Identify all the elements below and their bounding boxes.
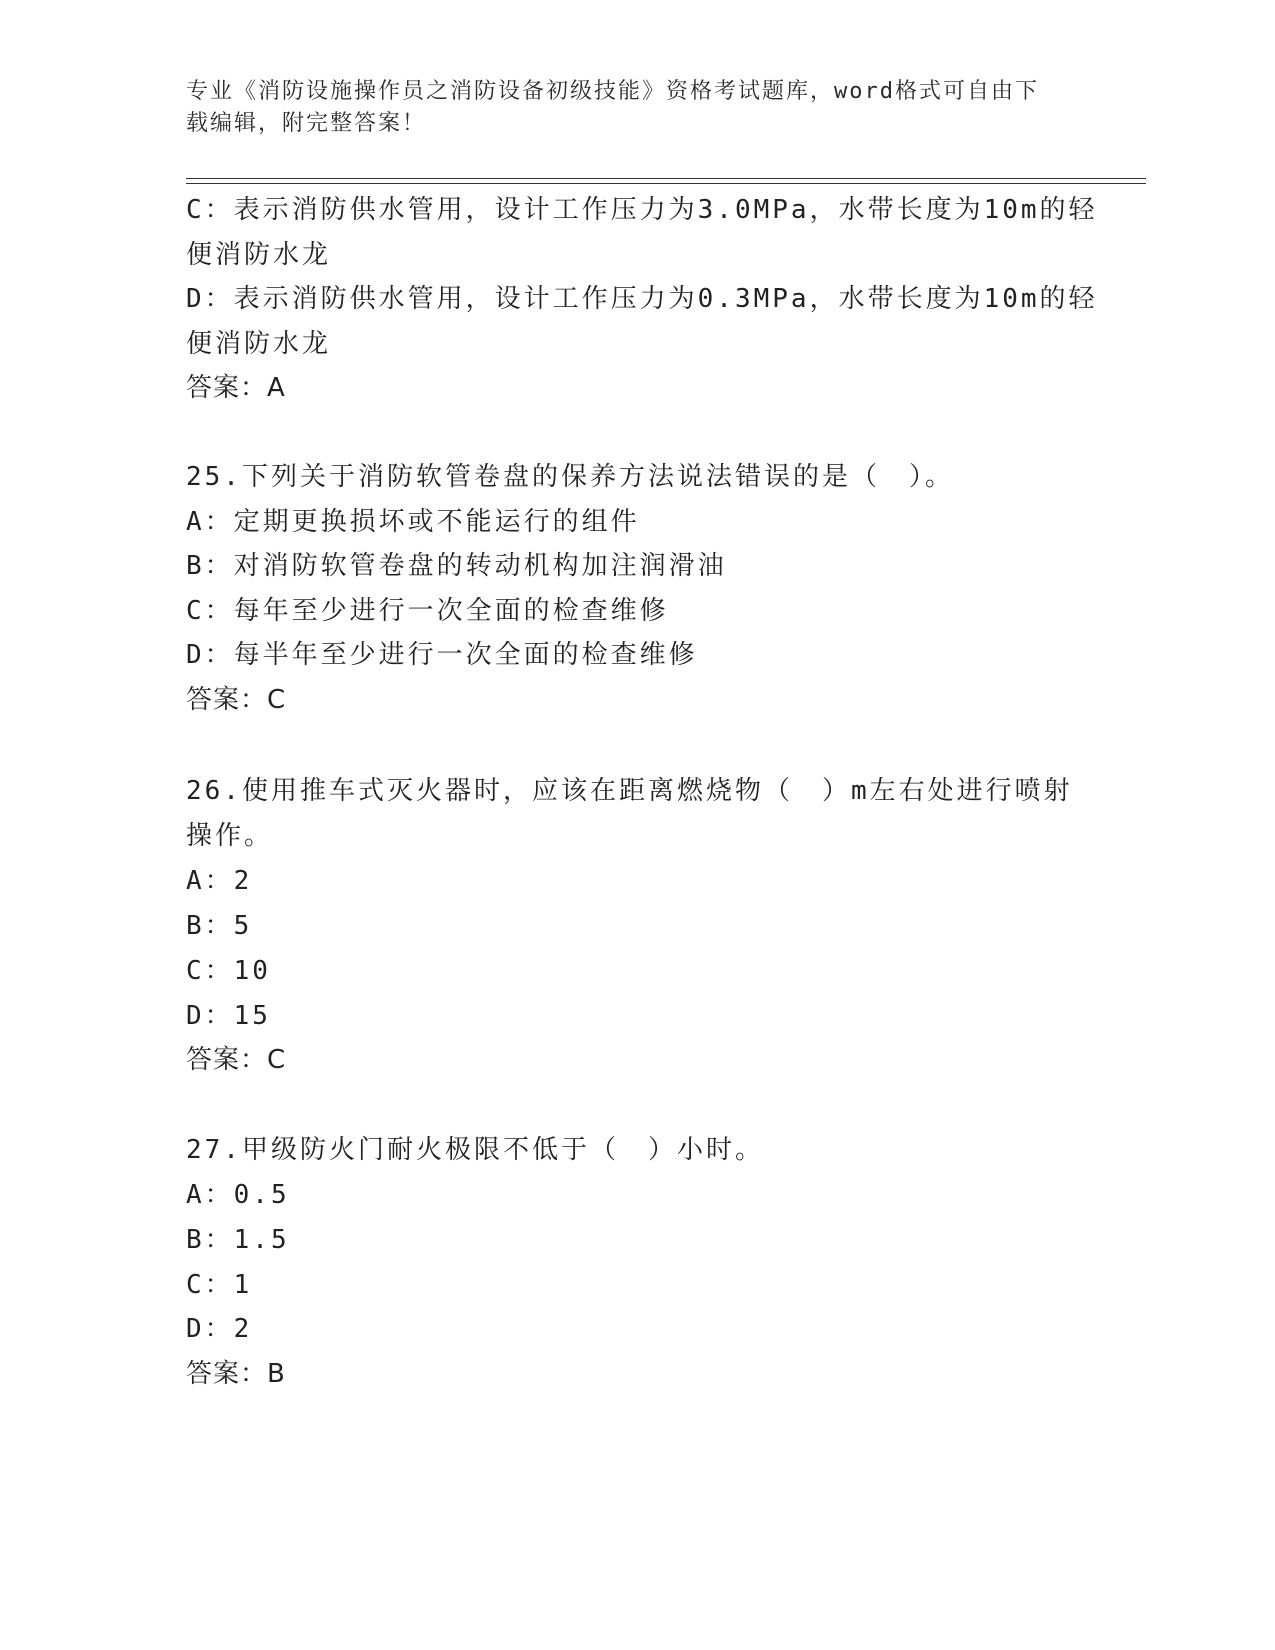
q24-answer: 答案：A [186, 373, 286, 403]
q25-answer: 答案：C [186, 685, 287, 715]
q26-option-d: D：15 [186, 1001, 271, 1031]
q27-answer: 答案：B [186, 1359, 286, 1389]
q25-option-a: A：定期更换损坏或不能运行的组件 [186, 507, 640, 537]
q27-option-b: B：1.5 [186, 1225, 290, 1255]
q26-option-b: B：5 [186, 911, 253, 941]
q27-option-a: A：0.5 [186, 1180, 290, 1210]
q24-option-d-line-2: 便消防水龙 [186, 329, 332, 359]
q24-option-c-line-1: C：表示消防供水管用，设计工作压力为3.0MPa，水带长度为10m的轻 [186, 195, 1098, 225]
q26-option-c: C：10 [186, 956, 271, 986]
q25-option-b: B：对消防软管卷盘的转动机构加注润滑油 [186, 551, 727, 581]
q25-option-c: C：每年至少进行一次全面的检查维修 [186, 596, 669, 626]
header-line-1: 专业《消防设施操作员之消防设备初级技能》资格考试题库，word格式可自由下 [186, 79, 1039, 104]
header-divider-bottom [186, 183, 1146, 184]
q26-option-a: A：2 [186, 866, 253, 896]
q26-stem-line-2: 操作。 [186, 821, 274, 851]
header-divider-top [186, 178, 1146, 179]
q26-answer: 答案：C [186, 1045, 287, 1075]
header-line-2: 载编辑，附完整答案！ [186, 111, 427, 136]
q27-option-c: C：1 [186, 1270, 253, 1300]
q26-stem-line-1: 26.使用推车式灭火器时，应该在距离燃烧物（ ）m左右处进行喷射 [186, 776, 1073, 806]
q27-stem: 27.甲级防火门耐火极限不低于（ ）小时。 [186, 1135, 764, 1165]
q27-option-d: D：2 [186, 1314, 253, 1344]
q24-option-d-line-1: D：表示消防供水管用，设计工作压力为0.3MPa，水带长度为10m的轻 [186, 284, 1098, 314]
q25-option-d: D：每半年至少进行一次全面的检查维修 [186, 640, 698, 670]
q24-option-c-line-2: 便消防水龙 [186, 240, 332, 270]
q25-stem: 25.下列关于消防软管卷盘的保养方法说法错误的是（ ）。 [186, 462, 954, 492]
document-header [186, 76, 1086, 140]
